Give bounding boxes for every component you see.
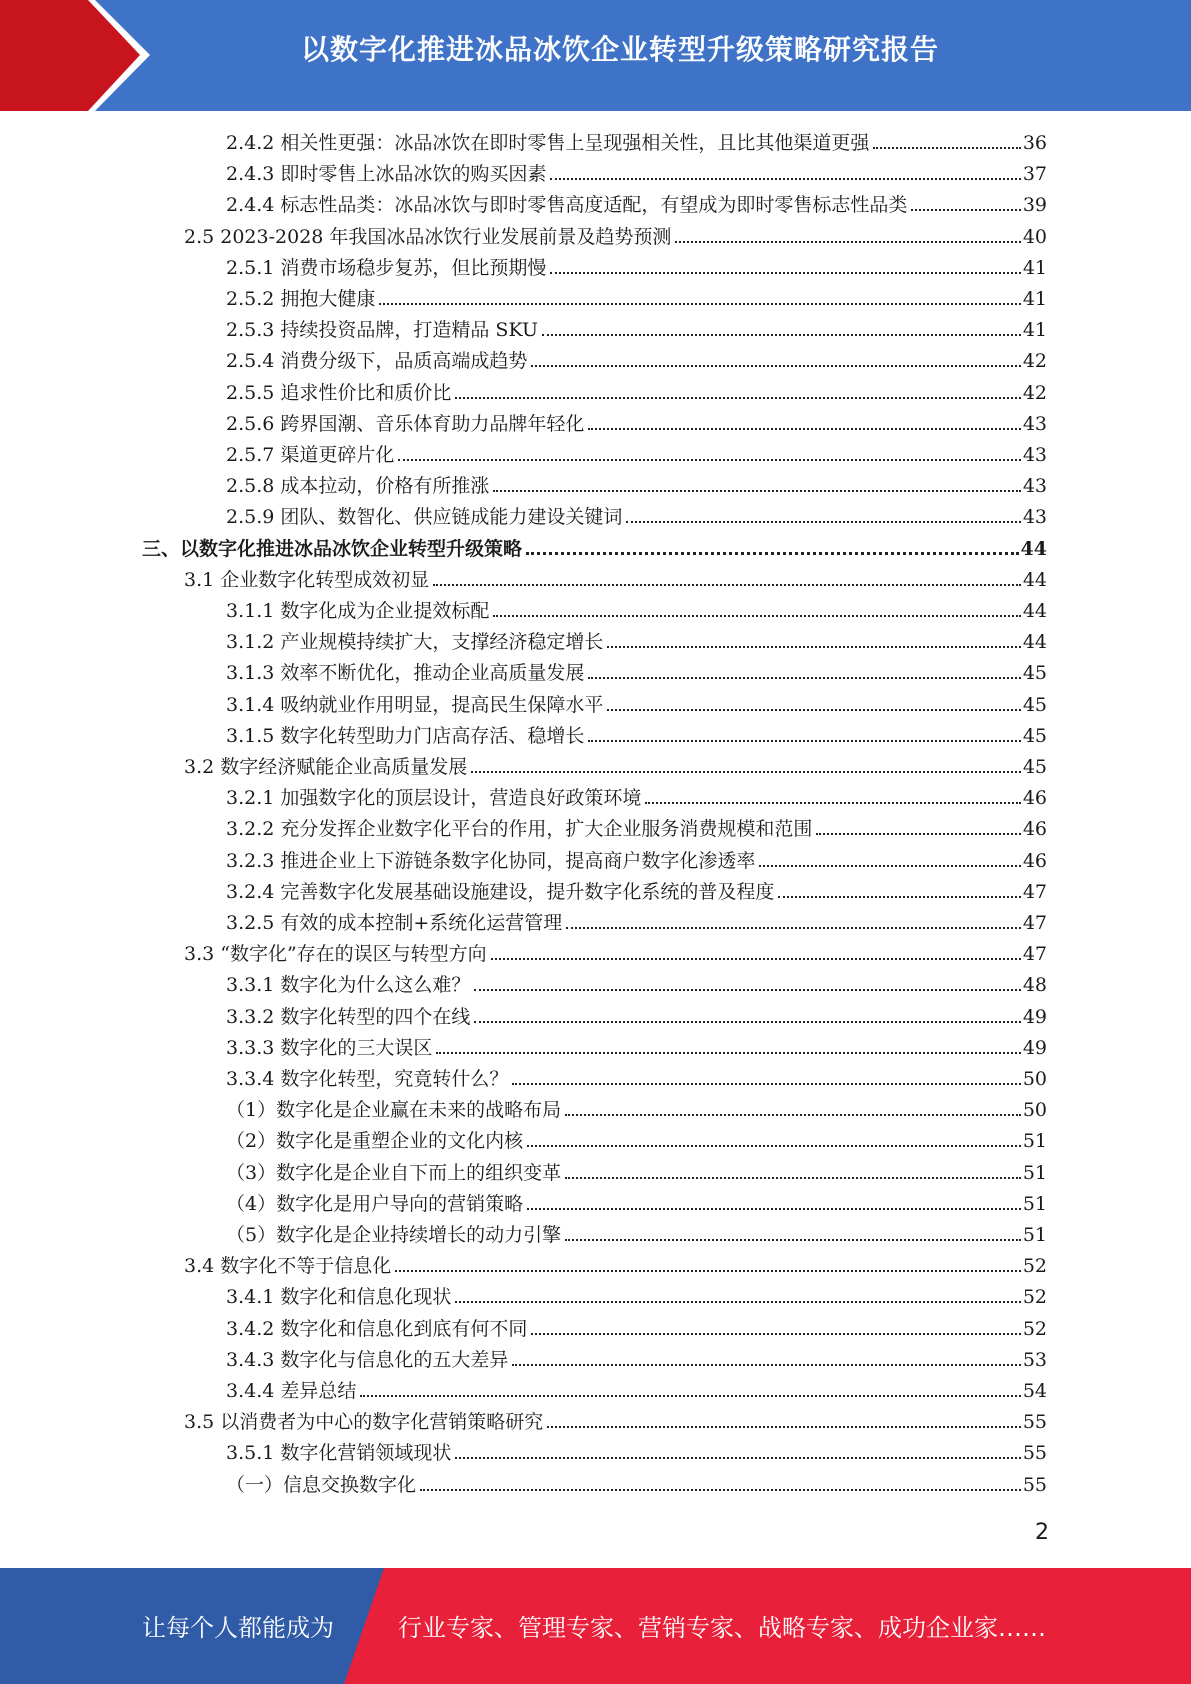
toc-dot-leader xyxy=(566,927,1021,929)
toc-dot-leader xyxy=(565,1239,1021,1241)
toc-entry[interactable] xyxy=(184,1251,1047,1281)
toc-dot-leader xyxy=(911,209,1020,211)
toc-entry[interactable] xyxy=(226,346,1047,376)
toc-dot-leader xyxy=(433,584,1021,586)
toc-entry-title: （3）数字化是企业自下而上的组织变革 xyxy=(226,1161,562,1184)
toc-dot-leader xyxy=(588,740,1020,742)
toc-entry-title: 3.1.3 效率不断优化，推动企业高质量发展 xyxy=(226,662,585,685)
toc-entry[interactable] xyxy=(226,908,1047,938)
page-header xyxy=(0,0,1191,111)
toc-dot-leader xyxy=(873,147,1020,149)
page-number: 2 xyxy=(1035,1520,1049,1545)
toc-dot-leader xyxy=(675,241,1020,243)
toc-entry[interactable] xyxy=(226,1189,1047,1219)
toc-entry-page: 41 xyxy=(1022,256,1047,279)
toc-dot-leader xyxy=(626,521,1020,523)
toc-entry-title: 3.3.3 数字化的三大误区 xyxy=(226,1036,433,1059)
toc-entry-page: 41 xyxy=(1022,319,1047,342)
toc-entry[interactable] xyxy=(226,1002,1047,1032)
toc-entry-page: 49 xyxy=(1022,1005,1047,1028)
toc-dot-leader xyxy=(527,1145,1021,1147)
toc-dot-leader xyxy=(512,1083,1020,1085)
toc-entry-title: 3.3.2 数字化转型的四个在线 xyxy=(226,1005,471,1028)
toc-entry-title: 3.1.5 数字化转型助力门店高存活、稳增长 xyxy=(226,724,585,747)
toc-entry-title: 2.5.5 追求性价比和质价比 xyxy=(226,381,452,404)
toc-entry-page: 39 xyxy=(1022,194,1047,217)
toc-entry[interactable] xyxy=(226,814,1047,844)
toc-entry-title: 3.5.1 数字化营销领域现状 xyxy=(226,1442,452,1465)
toc-entry-page: 53 xyxy=(1022,1348,1047,1371)
toc-dot-leader xyxy=(471,771,1021,773)
toc-entry-title: （2）数字化是重塑企业的文化内核 xyxy=(226,1130,524,1153)
toc-entry-title: （一）信息交换数字化 xyxy=(226,1473,417,1496)
toc-entry-title: 3.3.4 数字化转型，究竟转什么？ xyxy=(226,1068,509,1090)
toc-entry[interactable] xyxy=(226,1314,1047,1344)
toc-entry-page: 44 xyxy=(1020,537,1047,560)
toc-entry[interactable] xyxy=(226,783,1047,813)
toc-entry-page: 45 xyxy=(1022,693,1047,716)
toc-entry-page: 48 xyxy=(1022,974,1047,997)
toc-entry[interactable] xyxy=(226,1126,1047,1156)
toc-entry[interactable] xyxy=(226,690,1047,720)
toc-entry-title: 2.5.6 跨界国潮、音乐体育助力品牌年轻化 xyxy=(226,412,585,435)
toc-entry-page: 37 xyxy=(1022,163,1047,186)
toc-entry-page: 43 xyxy=(1022,412,1047,435)
toc-entry-title: 3.4 数字化不等于信息化 xyxy=(184,1255,392,1278)
toc-dot-leader xyxy=(565,1114,1021,1116)
toc-entry-title: （1）数字化是企业赢在未来的战略布局 xyxy=(226,1099,562,1122)
toc-entry-page: 55 xyxy=(1022,1442,1047,1465)
toc-entry-page: 45 xyxy=(1022,662,1047,685)
toc-entry-title: 2.5.1 消费市场稳步复苏，但比预期慢 xyxy=(226,256,547,279)
toc-entry-title: 2.4.3 即时零售上冰品冰饮的购买因素 xyxy=(226,163,547,186)
toc-entry[interactable] xyxy=(226,378,1047,408)
report-title: 以数字化推进冰品冰饮企业转型升级策略研究报告 xyxy=(300,33,939,66)
toc-entry[interactable] xyxy=(142,534,1047,564)
toc-dot-leader xyxy=(493,615,1020,617)
toc-dot-leader xyxy=(547,1426,1021,1428)
toc-entry[interactable] xyxy=(226,596,1047,626)
toc-entry-page: 45 xyxy=(1022,724,1047,747)
toc-entry[interactable] xyxy=(226,877,1047,907)
toc-entry-page: 50 xyxy=(1022,1068,1047,1090)
toc-entry-title: 3.4.3 数字化与信息化的五大差异 xyxy=(226,1348,509,1371)
toc-entry-page: 42 xyxy=(1022,381,1047,404)
toc-dot-leader xyxy=(607,646,1020,648)
toc-entry[interactable] xyxy=(226,721,1047,751)
toc-entry-title: 3.4.2 数字化和信息化到底有何不同 xyxy=(226,1317,528,1340)
toc-entry-title: 3.2.5 有效的成本控制+系统化运营管理 xyxy=(226,912,563,934)
toc-entry[interactable] xyxy=(226,1033,1047,1063)
toc-entry-page: 45 xyxy=(1022,756,1047,778)
toc-dot-leader xyxy=(398,459,1020,461)
toc-entry[interactable] xyxy=(226,253,1047,283)
toc-dot-leader xyxy=(588,677,1020,679)
toc-dot-leader xyxy=(491,958,1021,960)
toc-entry-page: 43 xyxy=(1022,475,1047,498)
toc-entry-page: 44 xyxy=(1022,568,1047,591)
toc-entry-title: 三、以数字化推进冰品冰饮企业转型升级策略 xyxy=(142,537,523,560)
toc-entry[interactable] xyxy=(226,1345,1047,1375)
toc-entry-title: 2.5.8 成本拉动，价格有所推涨 xyxy=(226,475,490,498)
toc-entry-title: 3.2.1 加强数字化的顶层设计，营造良好政策环境 xyxy=(226,787,642,810)
toc-entry-page: 55 xyxy=(1022,1411,1047,1434)
toc-entry[interactable] xyxy=(184,222,1047,252)
toc-dot-leader xyxy=(455,1457,1020,1459)
toc-entry-page: 44 xyxy=(1022,600,1047,622)
toc-entry[interactable] xyxy=(226,658,1047,688)
toc-dot-leader xyxy=(512,1364,1020,1366)
toc-entry[interactable] xyxy=(226,190,1047,220)
toc-entry-page: 52 xyxy=(1022,1317,1047,1340)
toc-dot-leader xyxy=(531,365,1020,367)
toc-entry[interactable] xyxy=(226,970,1047,1000)
toc-entry-title: 3.1 企业数字化转型成效初显 xyxy=(184,568,430,591)
toc-entry-title: 3.3.1 数字化为什么这么难？ xyxy=(226,974,471,997)
toc-dot-leader xyxy=(531,1333,1020,1335)
toc-entry-page: 46 xyxy=(1022,849,1047,872)
toc-dot-leader xyxy=(550,272,1020,274)
toc-entry-title: 3.5 以消费者为中心的数字化营销策略研究 xyxy=(184,1411,544,1434)
toc-entry[interactable] xyxy=(226,846,1047,876)
toc-entry-page: 49 xyxy=(1022,1036,1047,1059)
toc-entry-title: 3.1.1 数字化成为企业提效标配 xyxy=(226,600,490,622)
toc-dot-leader xyxy=(474,1021,1020,1023)
toc-dot-leader xyxy=(607,709,1020,711)
toc-dot-leader xyxy=(420,1489,1021,1491)
toc-entry-page: 47 xyxy=(1022,880,1047,903)
toc-entry[interactable] xyxy=(226,284,1047,314)
toc-entry-title: 3.2.3 推进企业上下游链条数字化协同，提高商户数字化渗透率 xyxy=(226,849,756,872)
toc-dot-leader xyxy=(474,989,1020,991)
toc-entry[interactable] xyxy=(226,502,1047,532)
toc-entry[interactable] xyxy=(226,471,1047,501)
toc-entry[interactable] xyxy=(226,1158,1047,1188)
toc-entry-page: 44 xyxy=(1022,631,1047,654)
toc-dot-leader xyxy=(395,1270,1021,1272)
toc-entry-title: 2.4.2 相关性更强：冰品冰饮在即时零售上呈现强相关性，且比其他渠道更强 xyxy=(226,132,870,154)
toc-dot-leader xyxy=(588,428,1020,430)
header-red-arrow xyxy=(0,0,150,111)
toc-entry-title: 3.1.2 产业规模持续扩大，支撑经济稳定增长 xyxy=(226,631,604,654)
toc-entry[interactable] xyxy=(226,1282,1047,1312)
toc-entry-page: 43 xyxy=(1022,506,1047,529)
toc-entry-page: 47 xyxy=(1022,943,1047,966)
toc-entry-page: 46 xyxy=(1022,818,1047,841)
toc-entry[interactable] xyxy=(226,1064,1047,1094)
toc-entry[interactable] xyxy=(184,1407,1047,1437)
toc-entry-page: 42 xyxy=(1022,350,1047,373)
toc-entry-title: （4）数字化是用户导向的营销策略 xyxy=(226,1192,524,1215)
toc-dot-leader xyxy=(436,1052,1020,1054)
toc-entry-title: 2.5.3 持续投资品牌，打造精品 SKU xyxy=(226,319,538,342)
toc-entry[interactable] xyxy=(226,627,1047,657)
page-footer xyxy=(0,1568,1191,1684)
toc-entry[interactable] xyxy=(184,939,1047,969)
toc-entry-page: 36 xyxy=(1022,132,1047,154)
toc-entry[interactable] xyxy=(226,1220,1047,1250)
toc-entry[interactable] xyxy=(226,1470,1047,1500)
toc-entry[interactable] xyxy=(226,128,1047,158)
toc-entry[interactable] xyxy=(226,1376,1047,1406)
toc-dot-leader xyxy=(379,303,1020,305)
toc-dot-leader xyxy=(550,178,1020,180)
toc-entry[interactable] xyxy=(226,409,1047,439)
footer-slogan-right: 行业专家、管理专家、营销专家、战略专家、成功企业家…… xyxy=(398,1614,1046,1642)
toc-entry[interactable] xyxy=(226,1095,1047,1125)
toc-dot-leader xyxy=(455,1301,1020,1303)
toc-dot-leader xyxy=(526,552,1019,555)
toc-dot-leader xyxy=(542,334,1021,336)
toc-entry-page: 52 xyxy=(1022,1286,1047,1309)
toc-dot-leader xyxy=(816,833,1020,835)
toc-entry-page: 51 xyxy=(1022,1224,1047,1246)
toc-entry[interactable] xyxy=(184,752,1047,782)
toc-entry-title: 3.1.4 吸纳就业作用明显，提高民生保障水平 xyxy=(226,693,604,716)
toc-dot-leader xyxy=(759,865,1020,867)
toc-entry-title: 3.2.4 完善数字化发展基础设施建设，提升数字化系统的普及程度 xyxy=(226,880,775,903)
toc-entry[interactable] xyxy=(226,1438,1047,1468)
toc-entry-title: 3.4.1 数字化和信息化现状 xyxy=(226,1286,452,1309)
toc-entry-title: 2.5.4 消费分级下，品质高端成趋势 xyxy=(226,350,528,373)
toc-entry-page: 52 xyxy=(1022,1255,1047,1278)
toc-entry-page: 50 xyxy=(1022,1099,1047,1122)
toc-entry-title: 2.5.7 渠道更碎片化 xyxy=(226,444,395,466)
toc-entry[interactable] xyxy=(226,315,1047,345)
toc-dot-leader xyxy=(645,802,1020,804)
toc-dot-leader xyxy=(455,397,1020,399)
toc-entry-page: 55 xyxy=(1022,1473,1047,1496)
toc-entry-page: 51 xyxy=(1022,1192,1047,1215)
toc-entry-title: 3.3 “数字化”存在的误区与转型方向 xyxy=(184,943,487,966)
toc-dot-leader xyxy=(565,1177,1021,1179)
toc-entry-title: （5）数字化是企业持续增长的动力引擎 xyxy=(226,1224,562,1246)
toc-entry-page: 41 xyxy=(1022,288,1047,310)
toc-entry-title: 2.4.4 标志性品类：冰品冰饮与即时零售高度适配，有望成为即时零售标志性品类 xyxy=(226,194,908,217)
toc-entry-page: 40 xyxy=(1022,225,1047,248)
toc-dot-leader xyxy=(778,896,1020,898)
toc-entry-title: 2.5.2 拥抱大健康 xyxy=(226,288,376,310)
toc-entry-title: 2.5.9 团队、数智化、供应链成能力建设关键词 xyxy=(226,506,623,529)
toc-entry-page: 47 xyxy=(1022,912,1047,934)
toc-entry-title: 3.2.2 充分发挥企业数字化平台的作用，扩大企业服务消费规模和范围 xyxy=(226,818,813,841)
toc-entry-title: 3.2 数字经济赋能企业高质量发展 xyxy=(184,756,468,778)
toc-dot-leader xyxy=(493,490,1020,492)
toc-entry-title: 3.4.4 差异总结 xyxy=(226,1380,357,1402)
toc-entry-title: 2.5 2023-2028 年我国冰品冰饮行业发展前景及趋势预测 xyxy=(184,225,672,248)
toc-dot-leader xyxy=(527,1208,1021,1210)
footer-slogan-left: 让每个人都能成为 xyxy=(142,1614,334,1642)
toc-dot-leader xyxy=(360,1395,1020,1397)
toc-entry-page: 54 xyxy=(1022,1380,1047,1402)
toc-entry-page: 51 xyxy=(1022,1130,1047,1153)
toc-entry[interactable] xyxy=(184,565,1047,595)
toc-entry-page: 51 xyxy=(1022,1161,1047,1184)
toc-entry-page: 43 xyxy=(1022,444,1047,466)
toc-entry[interactable] xyxy=(226,159,1047,189)
toc-entry[interactable] xyxy=(226,440,1047,470)
toc-entry-page: 46 xyxy=(1022,787,1047,810)
